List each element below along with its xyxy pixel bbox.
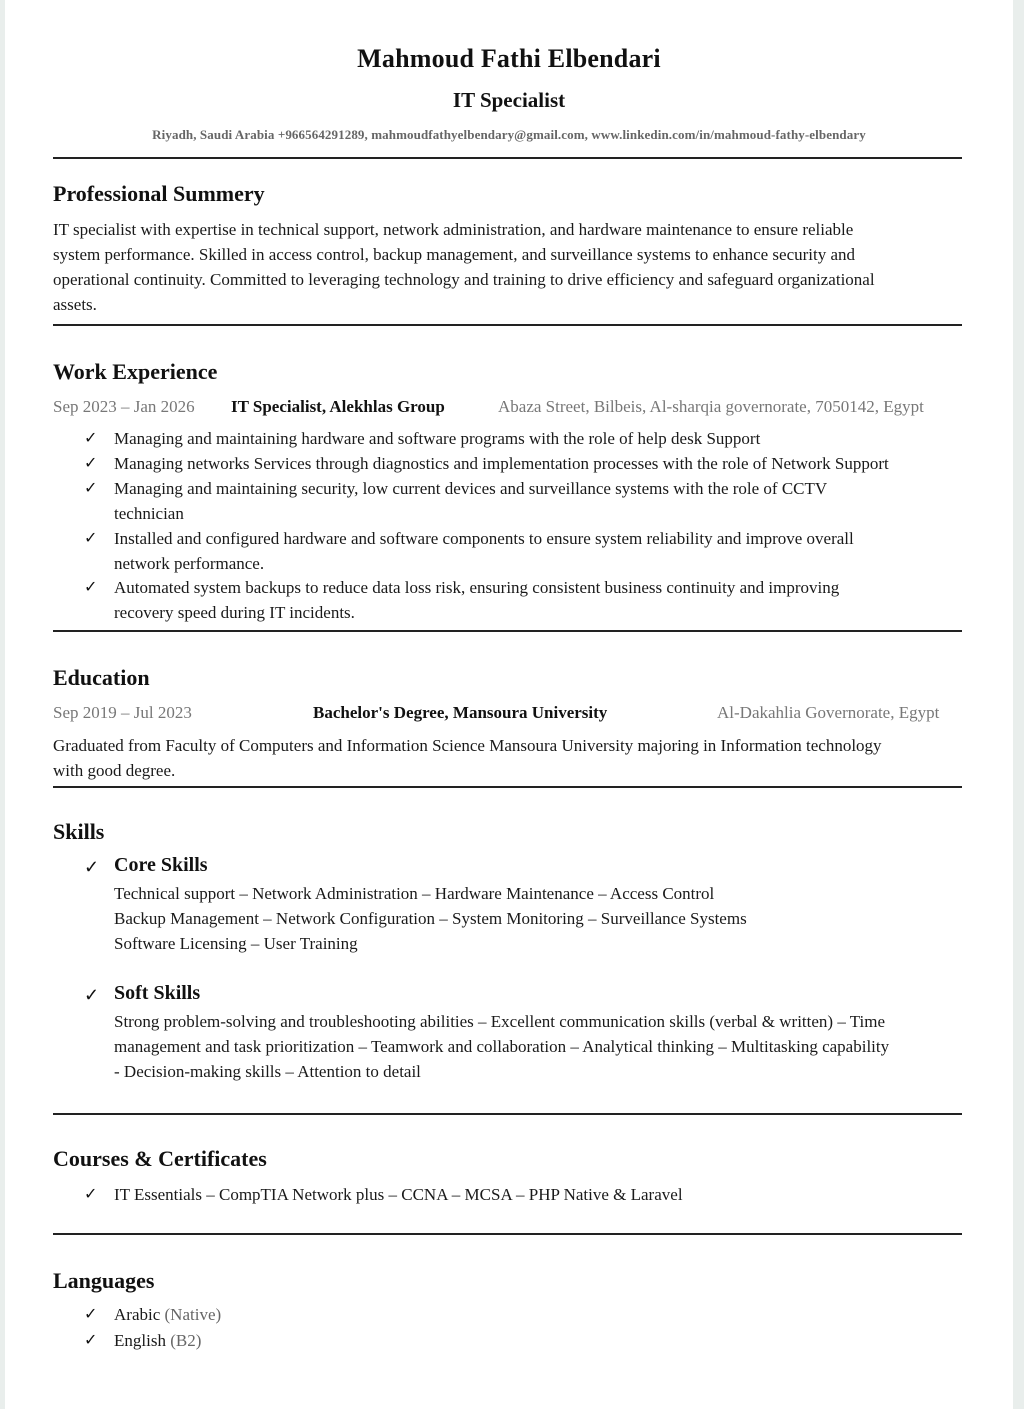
skill-group-items xyxy=(114,1009,889,1084)
experience-bullet xyxy=(114,426,760,451)
experience-dates: Sep 2023 – Jan 2026 xyxy=(53,397,195,416)
contact-info: Riyadh, Saudi Arabia +966564291289, mahmoudfathyelbendary@gmail.com, www.linkedin.com/in/mahmoud-fathy-elbendary xyxy=(152,127,866,142)
language-item xyxy=(114,1302,221,1327)
bullet-line: technician xyxy=(114,504,184,523)
language-item xyxy=(114,1328,201,1353)
bullet-line: Installed and configured hardware and software components to ensure system reliability and improve overall xyxy=(114,529,854,548)
experience-location: Abaza Street, Bilbeis, Al-sharqia governorate, 7050142, Egypt xyxy=(498,397,924,416)
experience-bullet xyxy=(114,476,827,526)
skill-line: Software Licensing – User Training xyxy=(114,934,358,953)
experience-position: IT Specialist, Alekhlas Group xyxy=(231,397,445,416)
skill-group-items xyxy=(114,881,747,956)
language-name: English xyxy=(114,1331,166,1350)
education-line: Graduated from Faculty of Computers and Information Science Mansoura University majoring in Information technology xyxy=(53,736,882,755)
skill-line: Backup Management – Network Configuration – System Monitoring – Surveillance Systems xyxy=(114,909,747,928)
bullet-line: Managing networks Services through diagnostics and implementation processes with the role of Network Support xyxy=(114,454,889,473)
skill-line: - Decision-making skills – Attention to detail xyxy=(114,1062,421,1081)
candidate-name: Mahmoud Fathi Elbendari xyxy=(357,44,661,73)
check-mark-icon: ✓ xyxy=(84,430,98,447)
bullet-line: recovery speed during IT incidents. xyxy=(114,603,355,622)
summary-line: IT specialist with expertise in technical support, network administration, and hardware maintenance to ensure reliable xyxy=(53,220,854,239)
language-level: (Native) xyxy=(164,1305,222,1324)
experience-bullet xyxy=(114,575,839,625)
skill-group-title: Core Skills xyxy=(114,854,208,876)
summary-line: operational continuity. Committed to leveraging technology and training to drive efficiency and safeguard organizational xyxy=(53,270,875,289)
divider xyxy=(53,630,962,632)
check-mark-icon: ✓ xyxy=(84,530,98,547)
summary-heading: Professional Summery xyxy=(53,181,265,206)
check-mark-icon: ✓ xyxy=(84,857,100,877)
check-mark-icon: ✓ xyxy=(84,1186,98,1203)
education-heading: Education xyxy=(53,665,150,690)
divider xyxy=(53,1113,962,1115)
check-mark-icon: ✓ xyxy=(84,480,98,497)
check-mark-icon: ✓ xyxy=(84,579,98,596)
summary-line: system performance. Skilled in access control, backup management, and surveillance systems to enhance security and xyxy=(53,245,856,264)
summary-text xyxy=(53,217,875,317)
skill-line: Strong problem-solving and troubleshooting abilities – Excellent communication skills (verbal & written) – Time xyxy=(114,1012,886,1031)
check-mark-icon: ✓ xyxy=(84,1332,98,1349)
experience-bullet xyxy=(114,526,854,576)
divider xyxy=(53,1233,962,1235)
bullet-line: Managing and maintaining security, low current devices and surveillance systems with the role of CCTV xyxy=(114,479,828,498)
candidate-title: IT Specialist xyxy=(452,88,566,112)
check-mark-icon: ✓ xyxy=(84,455,98,472)
check-mark-icon: ✓ xyxy=(84,1306,98,1323)
education-line: with good degree. xyxy=(53,761,176,780)
divider xyxy=(53,786,962,788)
bullet-line: Managing and maintaining hardware and software programs with the role of help desk Support xyxy=(114,429,761,448)
skill-line: Technical support – Network Administration – Hardware Maintenance – Access Control xyxy=(114,884,715,903)
language-name: Arabic xyxy=(114,1305,161,1324)
experience-heading: Work Experience xyxy=(53,359,218,384)
education-location: Al-Dakahlia Governorate, Egypt xyxy=(717,703,940,722)
education-degree: Bachelor's Degree, Mansoura University xyxy=(313,703,608,722)
education-dates: Sep 2019 – Jul 2023 xyxy=(53,703,192,722)
course-item: IT Essentials – CompTIA Network plus – CCNA – MCSA – PHP Native & Laravel xyxy=(114,1185,683,1204)
language-level: (B2) xyxy=(170,1331,202,1350)
summary-line: assets. xyxy=(53,295,97,314)
skill-line: management and task prioritization – Teamwork and collaboration – Analytical thinking – Multitasking capability xyxy=(114,1037,890,1056)
experience-bullet xyxy=(114,451,889,476)
education-description xyxy=(53,733,882,783)
check-mark-icon: ✓ xyxy=(84,985,100,1005)
skills-heading: Skills xyxy=(53,819,105,844)
bullet-line: network performance. xyxy=(114,554,265,573)
skill-group-title: Soft Skills xyxy=(114,982,201,1004)
courses-heading: Courses & Certificates xyxy=(53,1146,267,1171)
bullet-line: Automated system backups to reduce data loss risk, ensuring consistent business continuity and improving xyxy=(114,578,840,597)
divider xyxy=(53,324,962,326)
divider xyxy=(53,157,962,159)
languages-heading: Languages xyxy=(53,1268,155,1293)
